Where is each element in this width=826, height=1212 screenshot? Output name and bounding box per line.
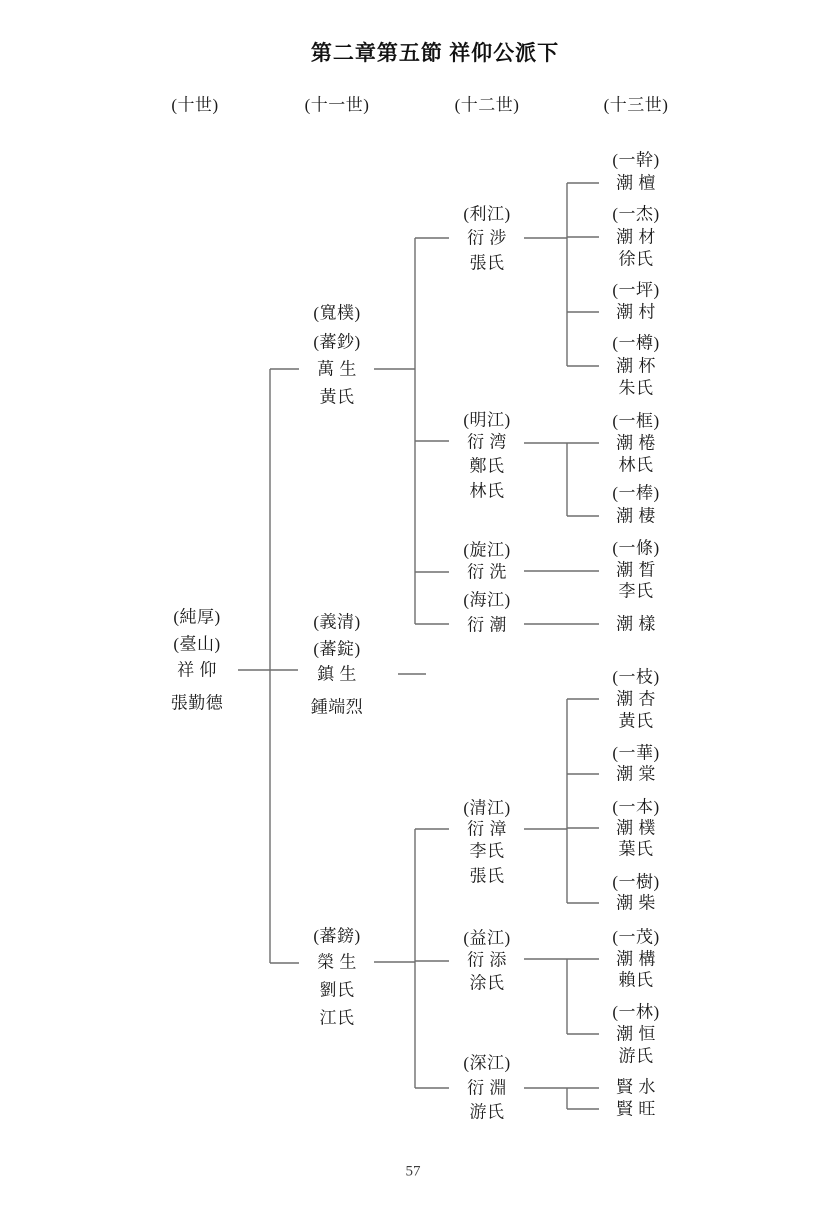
node-wansheng-line-1: (蕃鈔) bbox=[313, 332, 361, 352]
node-chaoxi-line-2: 李氏 bbox=[618, 581, 654, 601]
node-chaoheng-line-2: 游氏 bbox=[618, 1046, 654, 1066]
node-yanyuan-line-1: 衍 淵 bbox=[467, 1078, 507, 1098]
node-yanxi-line-1: 衍 洗 bbox=[467, 562, 507, 582]
node-xiangyang-line-1: (臺山) bbox=[173, 634, 221, 654]
node-chaopu-line-0: (一本) bbox=[612, 797, 660, 817]
node-chaoquan-line-0: (一框) bbox=[612, 411, 660, 431]
node-yantian-line-2: 涂氏 bbox=[469, 973, 505, 993]
node-chaocun-line-1: 潮 村 bbox=[616, 302, 656, 322]
node-yanyuan-line-2: 游氏 bbox=[469, 1102, 505, 1122]
node-yanzhang-line-3: 張氏 bbox=[469, 866, 505, 886]
node-xiangyang-line-2: 祥 仰 bbox=[177, 660, 217, 680]
node-chaoxi-line-0: (一條) bbox=[612, 538, 660, 558]
node-chaotang-line-0: (一華) bbox=[612, 743, 660, 763]
node-chaocai-line-0: (一杰) bbox=[612, 204, 660, 224]
node-yanxi-line-0: (旋江) bbox=[463, 540, 511, 560]
node-yanchao-line-0: (海江) bbox=[463, 590, 511, 610]
node-chaocai-line-1: 潮 材 bbox=[616, 227, 656, 247]
node-chaoquan-line-1: 潮 棬 bbox=[616, 433, 656, 453]
generation-header-0: (十世) bbox=[171, 95, 219, 115]
node-yantian-line-1: 衍 添 bbox=[467, 950, 507, 970]
node-yanwan-line-3: 林氏 bbox=[469, 481, 505, 501]
node-zhensheng-line-2: 鎮 生 bbox=[317, 664, 357, 684]
node-chaoquan-line-2: 林氏 bbox=[618, 455, 654, 475]
page-title: 第二章第五節 祥仰公派下 bbox=[310, 41, 560, 65]
node-chaopu-line-2: 葉氏 bbox=[618, 839, 654, 859]
node-xianshui-line-0: 賢 水 bbox=[616, 1077, 656, 1097]
node-chaocun-line-0: (一坪) bbox=[612, 280, 660, 300]
node-rongsheng-line-3: 江氏 bbox=[319, 1008, 355, 1028]
node-wansheng-line-0: (寬樸) bbox=[313, 303, 361, 323]
node-chaoxing-line-0: (一枝) bbox=[612, 667, 660, 687]
node-xianwang-line-0: 賢 旺 bbox=[616, 1099, 656, 1119]
node-chaocai-line-2: 徐氏 bbox=[618, 249, 654, 269]
node-wansheng-line-3: 黃氏 bbox=[319, 387, 355, 407]
node-chaobei-line-2: 朱氏 bbox=[618, 378, 654, 398]
node-chaotan-line-1: 潮 檀 bbox=[616, 173, 656, 193]
node-yanzhang-line-1: 衍 漳 bbox=[467, 819, 507, 839]
node-zhensheng-line-1: (蕃錠) bbox=[313, 639, 361, 659]
generation-header-1: (十一世) bbox=[304, 95, 370, 115]
node-chaoheng-line-1: 潮 恒 bbox=[616, 1024, 656, 1044]
node-chaogou-line-1: 潮 構 bbox=[616, 949, 656, 969]
node-xiangyang-line-0: (純厚) bbox=[173, 607, 221, 627]
node-yanwan-line-0: (明江) bbox=[463, 410, 511, 430]
node-chaotan-line-0: (一幹) bbox=[612, 150, 660, 170]
node-chaoqi-line-1: 潮 棲 bbox=[616, 506, 656, 526]
node-chaochai-line-1: 潮 柴 bbox=[616, 893, 656, 913]
node-chaoheng-line-0: (一林) bbox=[612, 1002, 660, 1022]
page-number: 57 bbox=[405, 1163, 421, 1180]
node-chaogou-line-0: (一茂) bbox=[612, 927, 660, 947]
node-chaotang-line-1: 潮 棠 bbox=[616, 764, 656, 784]
generation-header-3: (十三世) bbox=[603, 95, 669, 115]
node-yanshe-line-0: (利江) bbox=[463, 204, 511, 224]
node-zhensheng-line-0: (義清) bbox=[313, 612, 361, 632]
node-rongsheng-line-0: (蕃鎊) bbox=[313, 926, 361, 946]
node-yanwan-line-2: 鄭氏 bbox=[469, 456, 505, 476]
node-yanzhang-line-0: (清江) bbox=[463, 798, 511, 818]
node-chaoxing-line-1: 潮 杏 bbox=[616, 689, 656, 709]
node-wansheng-line-2: 萬 生 bbox=[317, 359, 357, 379]
node-xiangyang-line-3: 張勤德 bbox=[170, 693, 224, 713]
node-rongsheng-line-2: 劉氏 bbox=[319, 980, 355, 1000]
node-yanzhang-line-2: 李氏 bbox=[469, 841, 505, 861]
node-yanshe-line-2: 張氏 bbox=[469, 253, 505, 273]
node-yanwan-line-1: 衍 湾 bbox=[467, 432, 507, 452]
node-yanshe-line-1: 衍 涉 bbox=[467, 228, 507, 248]
generation-header-2: (十二世) bbox=[454, 95, 520, 115]
node-chaoxi-line-1: 潮 晳 bbox=[616, 560, 656, 580]
node-yantian-line-0: (益江) bbox=[463, 928, 511, 948]
node-chaoqi-line-0: (一棒) bbox=[612, 483, 660, 503]
node-chaoyang-line-0: 潮 樣 bbox=[616, 614, 656, 634]
node-chaobei-line-1: 潮 杯 bbox=[616, 356, 656, 376]
node-chaoxing-line-2: 黃氏 bbox=[618, 711, 654, 731]
node-yanchao-line-1: 衍 潮 bbox=[467, 615, 507, 635]
node-chaogou-line-2: 賴氏 bbox=[618, 970, 654, 990]
node-rongsheng-line-1: 榮 生 bbox=[317, 952, 357, 972]
node-chaochai-line-0: (一樹) bbox=[612, 872, 660, 892]
node-yanyuan-line-0: (深江) bbox=[463, 1053, 511, 1073]
node-zhensheng-line-3: 鍾端烈 bbox=[310, 697, 364, 717]
node-chaobei-line-0: (一樽) bbox=[612, 333, 660, 353]
node-chaopu-line-1: 潮 樸 bbox=[616, 818, 656, 838]
